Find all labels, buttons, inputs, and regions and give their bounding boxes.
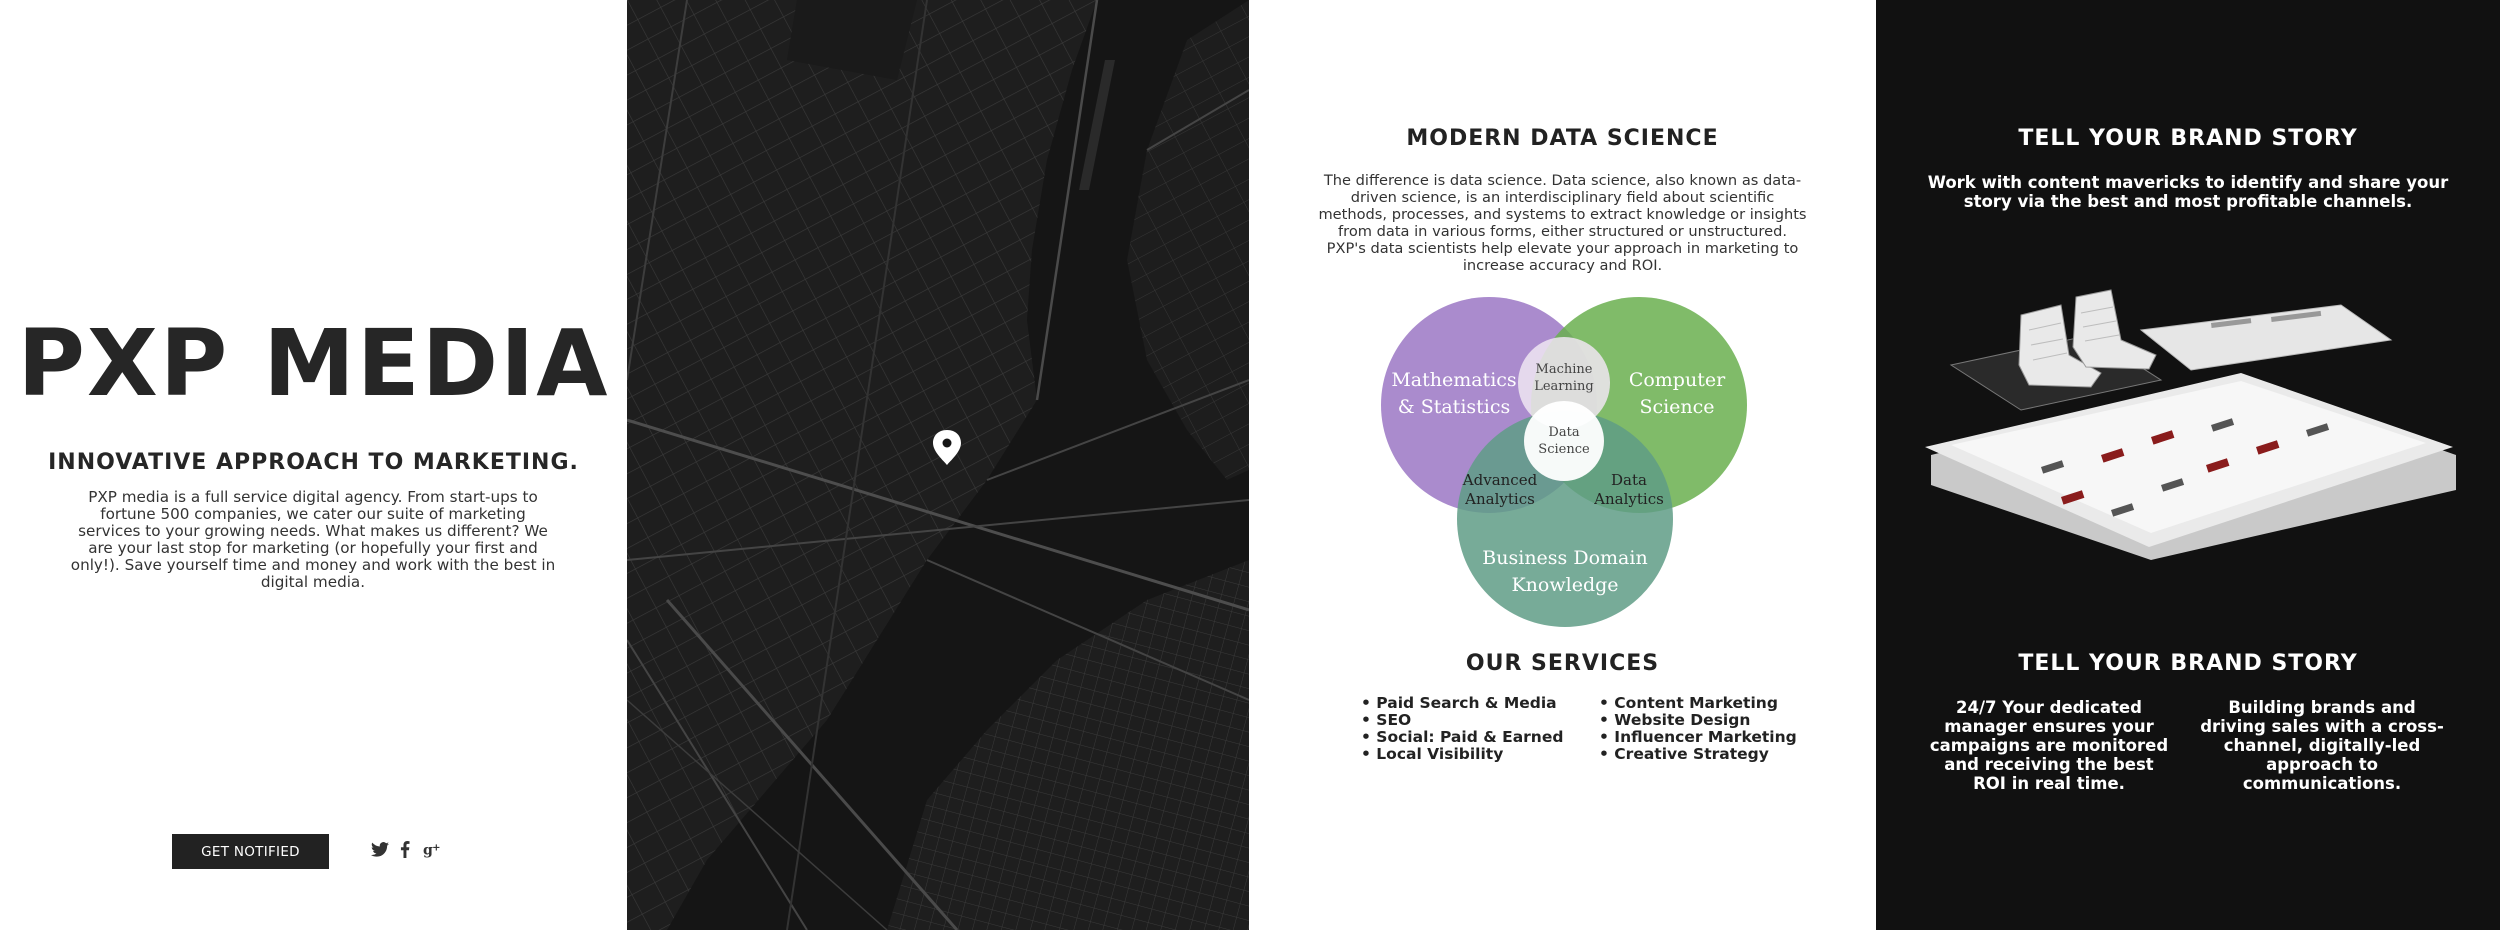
google-plus-icon[interactable]: [420, 836, 446, 862]
venn-math-label: Mathematics & Statistics: [1391, 369, 1517, 418]
list-item: • Creative Strategy: [1599, 745, 1769, 763]
dedicated-manager-text: 24/7 Your dedicated manager ensures your campaigns are monitored and receiving the best ROI in real time.: [1929, 698, 2169, 793]
list-item: • Content Marketing: [1599, 694, 1778, 712]
intro-text: PXP media is a full service digital agency. From start-ups to fortune 500 companies, we cater our suite of marketing services to your growing needs. What makes us different? We are your last stop for marketing (or hopefully your first and only!). Save yourself time and money and work with the best in digital media.: [70, 488, 556, 591]
svg-text:+: +: [432, 841, 441, 853]
list-item: • Website Design: [1599, 711, 1751, 729]
venn-diagram: [1379, 293, 1749, 631]
cross-channel-text: Building brands and driving sales with a cross-channel, digitally-led approach to communications.: [2200, 698, 2444, 793]
venn-da-label: Data Analytics: [1594, 471, 1664, 508]
brand-title: PXP MEDIA: [17, 310, 610, 417]
data-science-panel: [1249, 0, 1876, 930]
list-item: • Paid Search & Media: [1361, 694, 1557, 712]
svg-text:g: g: [423, 842, 433, 858]
twitter-icon[interactable]: [369, 836, 391, 862]
intro-panel: [0, 0, 627, 930]
facebook-icon[interactable]: [397, 836, 413, 862]
services-title: OUR SERVICES: [1465, 651, 1660, 676]
get-notified-button[interactable]: GET NOTIFIED: [172, 834, 329, 869]
venn-aa-label: Advanced Analytics: [1462, 471, 1538, 508]
data-science-title: MODERN DATA SCIENCE: [1406, 126, 1719, 151]
tablet-product-image: [1911, 285, 2461, 575]
list-item: • Social: Paid & Earned: [1361, 728, 1564, 746]
map-panel: [627, 0, 1249, 930]
venn-business-label: Business Domain Knowledge: [1482, 547, 1648, 596]
venn-cs-label: Computer Science: [1628, 369, 1726, 418]
list-item: • Influencer Marketing: [1599, 728, 1797, 746]
venn-ml-label: Machine Learning: [1534, 362, 1594, 394]
tagline: INNOVATIVE APPROACH TO MARKETING.: [48, 450, 579, 475]
city-map: [627, 0, 1249, 930]
list-item: • Local Visibility: [1361, 745, 1504, 763]
list-item: • SEO: [1361, 711, 1412, 729]
brand-story-title-2: TELL YOUR BRAND STORY: [2018, 651, 2358, 676]
services-list-right: [1599, 695, 1797, 763]
data-science-text: The difference is data science. Data science, also known as data-driven science, is an interdisciplinary field about scientific methods, processes, and systems to extract knowledge or insights from data in various forms, either structured or unstructured. PXP's data scientists help elevate your approach in marketing to increase accuracy and ROI.: [1318, 172, 1807, 274]
brand-story-panel: [1876, 0, 2500, 930]
services-list-left: [1361, 695, 1563, 763]
brand-story-subtitle: Work with content mavericks to identify and share your story via the best and most profitable channels.: [1927, 173, 2449, 211]
brand-story-title: TELL YOUR BRAND STORY: [2018, 126, 2358, 151]
venn-ds-label: Data Science: [1538, 425, 1590, 457]
